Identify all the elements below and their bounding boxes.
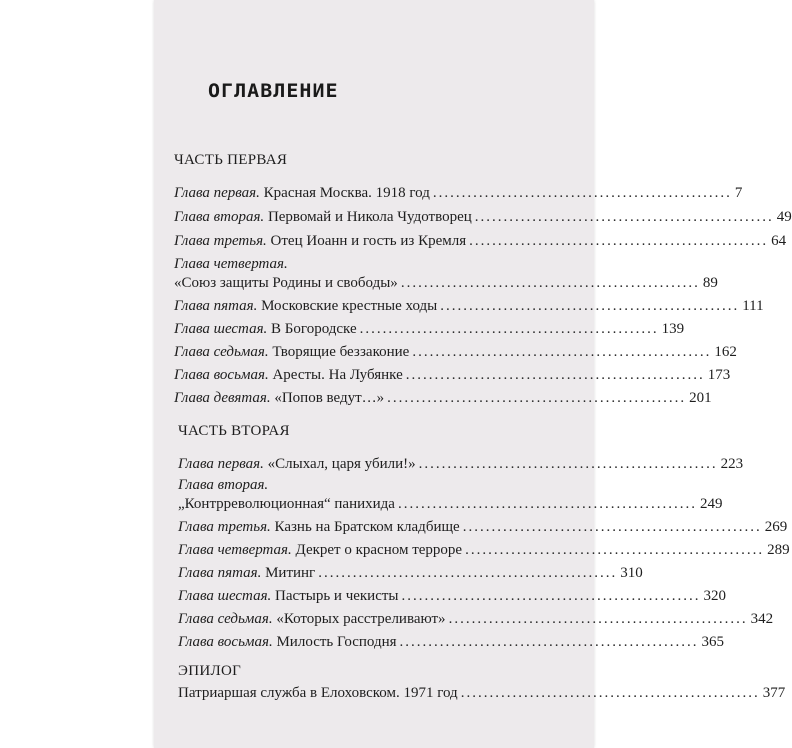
part-heading: ЧАСТЬ ПЕРВАЯ [174, 152, 288, 168]
chapter-title: Творящие беззаконие [272, 344, 410, 360]
chapter-number: Глава восьмая. [174, 367, 269, 383]
page-number: 342 [750, 611, 774, 627]
leader-dots: .................................................... [418, 456, 718, 472]
chapter-number: Глава вторая. [174, 209, 265, 225]
leader-dots: .................................................... [359, 321, 659, 337]
toc-entry[interactable] [178, 565, 643, 587]
chapter-title: Московские крестные ходы [261, 298, 438, 314]
page-number: 139 [661, 321, 685, 337]
page-title: ОГЛАВЛЕНИЕ [208, 80, 339, 102]
page-number: 320 [703, 588, 727, 604]
leader-dots: .................................................... [474, 209, 774, 225]
chapter-number: Глава третья. [178, 519, 271, 535]
page-number: 365 [701, 634, 725, 650]
chapter-number: Глава шестая. [178, 588, 272, 604]
page-number: 201 [689, 390, 712, 406]
chapter-title: Патриаршая служба в Елоховском. 1971 год [178, 685, 458, 701]
chapter-number: Глава седьмая. [178, 611, 273, 627]
part-heading: ЭПИЛОГ [178, 663, 242, 679]
page-number: 249 [699, 496, 723, 512]
toc-entry[interactable] [178, 588, 727, 610]
toc-entry[interactable] [174, 209, 792, 231]
toc-entry[interactable] [174, 275, 718, 297]
toc-entry[interactable] [174, 367, 731, 389]
toc-entry[interactable] [174, 185, 743, 207]
chapter-title: Красная Москва. 1918 год [263, 185, 430, 201]
toc-entry[interactable] [174, 298, 764, 320]
page-number: 89 [702, 275, 718, 291]
leader-dots: .................................................... [400, 275, 700, 291]
page-number: 49 [776, 209, 792, 225]
page-number: 289 [767, 542, 790, 558]
chapter-title: «Союз защиты Родины и свободы» [174, 275, 398, 291]
toc-entry[interactable] [174, 344, 737, 366]
leader-dots: .................................................... [465, 542, 765, 558]
chapter-title: Милость Господня [276, 634, 397, 650]
chapter-number: Глава седьмая. [174, 344, 269, 360]
toc-entry[interactable] [174, 321, 685, 343]
leader-dots: .................................................... [469, 233, 769, 249]
chapter-title: «Которых расстреливают» [276, 611, 446, 627]
chapter-title: Отец Иоанн и гость из Кремля [270, 233, 467, 249]
chapter-title: Декрет о красном терроре [295, 542, 463, 558]
page-number: 7 [734, 185, 743, 201]
toc-entry[interactable] [178, 634, 725, 656]
chapter-title: В Богородске [271, 321, 357, 337]
chapter-number: Глава пятая. [178, 565, 262, 581]
chapter-number: Глава шестая. [174, 321, 268, 337]
leader-dots: .................................................... [432, 185, 732, 201]
leader-dots: .................................................... [412, 344, 712, 360]
leader-dots: .................................................... [460, 685, 760, 701]
toc-entry[interactable] [178, 611, 774, 633]
chapter-title: Пастырь и чекисты [275, 588, 399, 604]
chapter-number: Глава пятая. [174, 298, 258, 314]
toc-entry[interactable] [178, 496, 723, 518]
leader-dots: .................................................... [387, 390, 687, 406]
page-number: 162 [714, 344, 737, 360]
chapter-number: Глава четвертая. [174, 256, 288, 272]
part-heading: ЧАСТЬ ВТОРАЯ [178, 423, 290, 439]
leader-dots: .................................................... [405, 367, 705, 383]
chapter-number: Глава вторая. [178, 477, 269, 493]
chapter-number: Глава первая. [174, 185, 260, 201]
chapter-number: Глава девятая. [174, 390, 271, 406]
leader-dots: .................................................... [462, 519, 762, 535]
toc-entry[interactable] [178, 685, 786, 707]
toc-entry[interactable] [178, 519, 788, 541]
chapter-number: Глава восьмая. [178, 634, 273, 650]
leader-dots: .................................................... [399, 634, 699, 650]
page-number: 223 [720, 456, 744, 472]
leader-dots: .................................................... [397, 496, 697, 512]
chapter-title: «Попов ведут…» [274, 390, 385, 406]
page-number: 173 [707, 367, 731, 383]
chapter-title: „Контрреволюционная“ панихида [178, 496, 395, 512]
leader-dots: .................................................... [318, 565, 618, 581]
chapter-number: Глава третья. [174, 233, 267, 249]
chapter-number: Глава первая. [178, 456, 264, 472]
chapter-title: Казнь на Братском кладбище [274, 519, 460, 535]
toc-entry[interactable] [178, 456, 744, 478]
chapter-title: Митинг [265, 565, 316, 581]
toc-entry[interactable] [174, 390, 712, 412]
leader-dots: .................................................... [448, 611, 748, 627]
chapter-number: Глава четвертая. [178, 542, 292, 558]
chapter-title: Первомай и Никола Чудотворец [267, 209, 472, 225]
page-number: 64 [771, 233, 787, 249]
page-number: 269 [764, 519, 788, 535]
leader-dots: .................................................... [440, 298, 740, 314]
leader-dots: .................................................... [401, 588, 701, 604]
page-number: 377 [762, 685, 786, 701]
chapter-title: Аресты. На Лубянке [272, 367, 403, 383]
toc-entry[interactable] [174, 233, 787, 255]
chapter-title: «Слыхал, царя убили!» [267, 456, 416, 472]
page-number: 111 [742, 298, 764, 314]
toc-entry[interactable] [178, 542, 790, 564]
page-number: 310 [620, 565, 643, 581]
